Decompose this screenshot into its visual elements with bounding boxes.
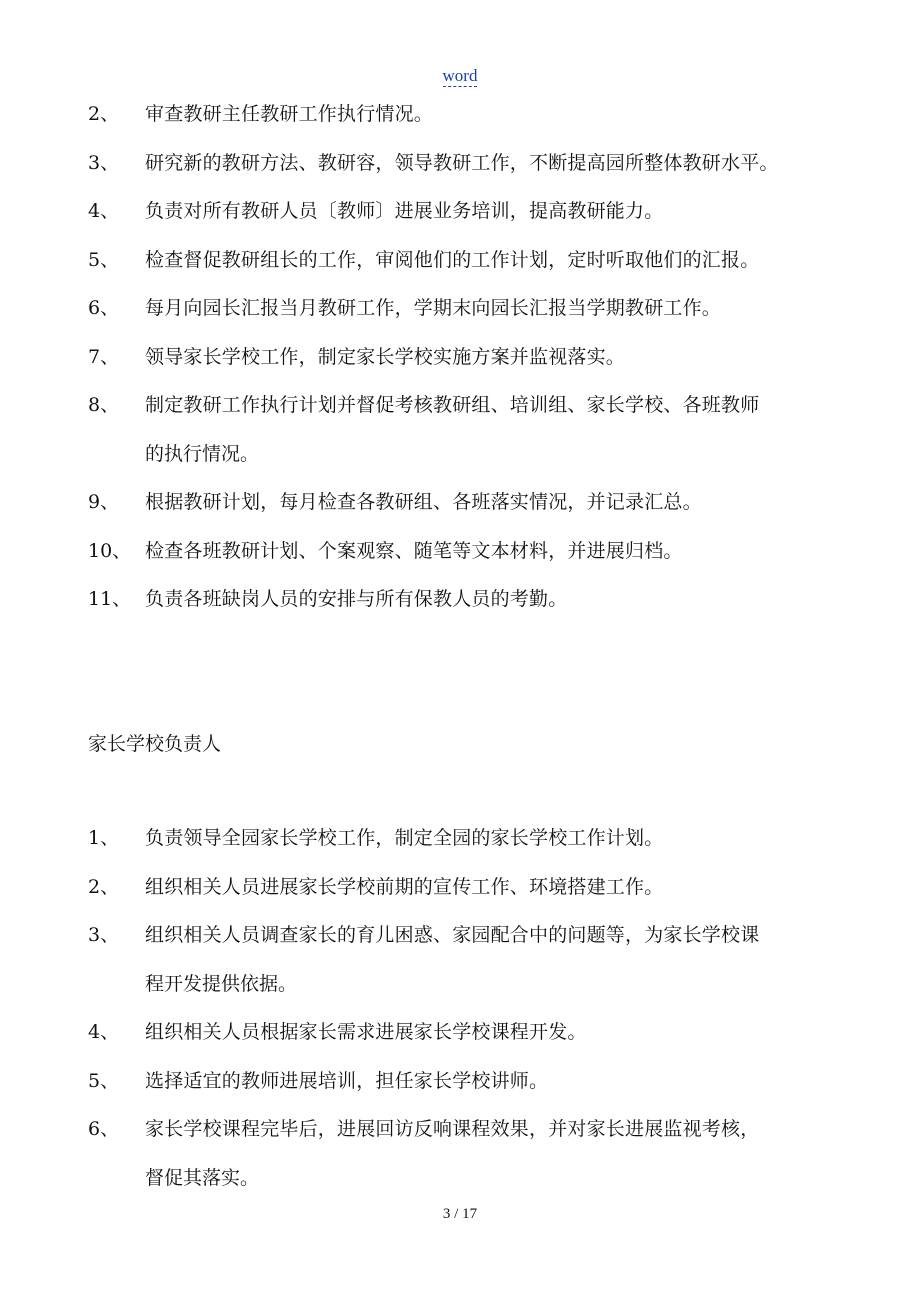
list-item-row [88, 236, 848, 285]
list-item-row [88, 814, 848, 863]
duty-list-parent-school [88, 814, 848, 1202]
list-item-text: 每月向园长汇报当月教研工作，学期末向园长汇报当学期教研工作。 [145, 297, 722, 319]
list-item-text: 组织相关人员根据家长需求进展家长学校课程开发。 [145, 1021, 587, 1043]
list-item-number: 6、 [88, 1118, 120, 1140]
list-item-number: 1、 [88, 827, 120, 849]
list-item [88, 90, 848, 139]
list-item-row [88, 333, 848, 382]
list-item-number: 5、 [88, 1069, 120, 1092]
list-item-row [88, 1008, 848, 1057]
list-item [88, 1057, 848, 1106]
list-item-row [88, 575, 848, 624]
list-item-row [88, 478, 848, 527]
list-item-number: 11、 [88, 588, 132, 610]
list-item-text: 根据教研计划，每月检查各教研组、各班落实情况，并记录汇总。 [145, 491, 702, 513]
header-word-link[interactable]: word [442, 66, 478, 85]
list-item-number: 10、 [88, 539, 132, 562]
list-item [88, 814, 848, 863]
list-item-row [88, 284, 848, 333]
section-heading-parent-school: 家长学校负责人 [88, 733, 222, 755]
list-item-number: 7、 [88, 345, 120, 368]
list-item [88, 527, 848, 576]
list-item [88, 911, 848, 1008]
list-item [88, 1008, 848, 1057]
list-item-number: 5、 [88, 248, 120, 271]
list-item-text: 审查教研主任教研工作执行情况。 [145, 103, 434, 125]
list-item-text: 组织相关人员调查家长的育儿困惑、家园配合中的问题等，为家长学校课 [145, 924, 760, 946]
list-item-number: 9、 [88, 491, 120, 513]
list-item [88, 236, 848, 285]
list-item-number: 8、 [88, 394, 120, 416]
list-item [88, 863, 848, 912]
list-item-text: 组织相关人员进展家长学校前期的宣传工作、环境搭建工作。 [145, 875, 664, 898]
list-item-row [88, 1057, 848, 1106]
list-item-number: 6、 [88, 297, 120, 319]
list-item-text: 检查各班教研计划、个案观察、随笔等文本材料，并进展归档。 [145, 539, 683, 562]
list-item-row [88, 1105, 848, 1154]
list-item-continuation: 的执行情况。 [145, 442, 260, 465]
page-number: 3 / 17 [442, 1206, 478, 1222]
list-item-row [88, 911, 848, 960]
duty-list-teaching [88, 90, 848, 624]
list-item-number: 3、 [88, 924, 120, 946]
list-item [88, 333, 848, 382]
list-item [88, 187, 848, 236]
list-item-text: 制定教研工作执行计划并督促考核教研组、培训组、家长学校、各班教师 [145, 394, 760, 416]
list-item-text: 家长学校课程完毕后，进展回访反响课程效果，并对家长进展监视考核， [145, 1118, 760, 1140]
page-header [0, 66, 920, 86]
list-item [88, 381, 848, 478]
list-item [88, 478, 848, 527]
list-item [88, 284, 848, 333]
list-item-text: 负责各班缺岗人员的安排与所有保教人员的考勤。 [145, 588, 568, 610]
list-item-row [88, 381, 848, 430]
list-item-text: 检查督促教研组长的工作，审阅他们的工作计划，定时听取他们的汇报。 [145, 248, 760, 271]
list-item-text: 负责领导全园家长学校工作，制定全园的家长学校工作计划。 [145, 827, 664, 849]
list-item-text: 领导家长学校工作，制定家长学校实施方案并监视落实。 [145, 345, 626, 368]
list-item [88, 139, 848, 188]
list-item-number: 3、 [88, 151, 120, 174]
list-item-continuation: 督促其落实。 [145, 1166, 260, 1189]
list-item-row [88, 187, 848, 236]
list-item-text: 选择适宜的教师进展培训，担任家长学校讲师。 [145, 1069, 549, 1092]
list-item-number: 2、 [88, 103, 120, 125]
list-item-text: 负责对所有教研人员〔教师〕进展业务培训，提高教研能力。 [145, 200, 664, 222]
list-item-number: 4、 [88, 200, 120, 222]
list-item [88, 1105, 848, 1202]
list-item-row [88, 863, 848, 912]
list-item-number: 4、 [88, 1021, 120, 1043]
list-item-row [88, 90, 848, 139]
list-item [88, 575, 848, 624]
list-item-continuation: 程开发提供依据。 [145, 972, 298, 995]
list-item-number: 2、 [88, 875, 120, 898]
list-item-text: 研究新的教研方法、教研容，领导教研工作，不断提高园所整体教研水平。 [145, 151, 779, 174]
list-item-row [88, 527, 848, 576]
list-item-row [88, 139, 848, 188]
